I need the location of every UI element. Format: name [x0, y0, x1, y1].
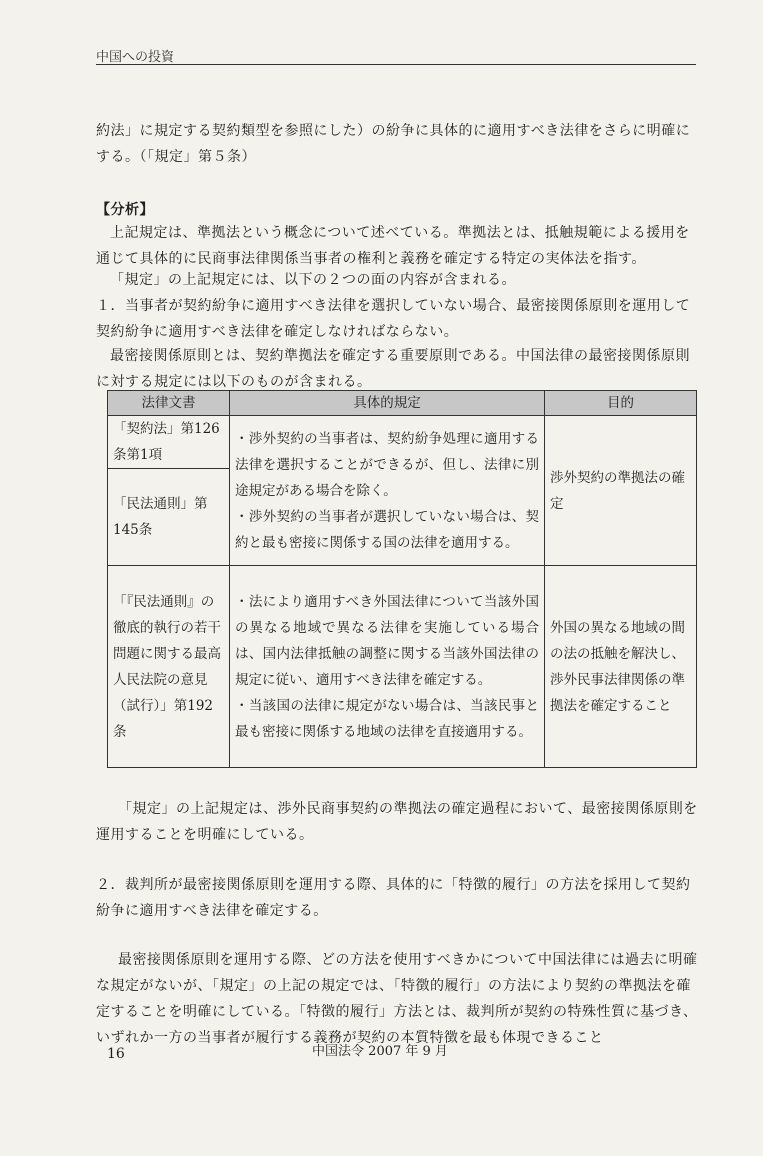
table-cell-purpose-governing-law: 渉外契約の準拠法の確定: [545, 416, 697, 566]
paragraph-continued: 約法」に規定する契約類型を参照にした）の紛争に具体的に適用すべき法律をさらに明確にする。（「規定」第５条）: [96, 123, 691, 165]
table-cell-law-supreme-court-opinion: 「『民法通則』の徹底的執行の若干問題に関する最高人民法院の意見（試行）」第192条: [108, 566, 230, 768]
law-provisions-table: [107, 390, 697, 768]
paragraph-closest-connection: 最密接関係原則とは、契約準拠法を確定する重要原則である。中国法律の最密接関係原則に対する規定には以下のものが含まれる。: [96, 348, 690, 390]
table-row: [108, 416, 697, 469]
table-header-specific-provision: 具体的規定: [230, 391, 545, 416]
rule-item: ・当該国の法律に規定がない場合は、当該民事と最も密接に関係する地域の法律を直接適用する。: [235, 697, 539, 740]
table-cell-law-civil-code: 「民法通則」第145条: [108, 469, 230, 566]
table-cell-purpose-conflict-resolution: 外国の異なる地域の間の法の抵触を解決し、渉外民事法律関係の準拠法を確定すること: [545, 566, 697, 768]
publication-footer: 中国法令 2007 年 9 月: [312, 1044, 448, 1059]
paragraph-characteristic-performance: 最密接関係原則を運用する際、どの方法を使用すべきかについて中国法律には過去に明確な規定がないが、「規定」の上記の規定では、「特徴的履行」の方法により契約の準拠法を確定することを明確にしている。「特徴的履行」方法とは、裁判所が契約の特殊性質に基づき、いずれか一方の当事者が履行する義務が契約の本質特徴を最も体現できること: [96, 952, 698, 1046]
paragraph-clarification: 「規定」の上記規定は、渉外民商事契約の準拠法の確定過程において、最密接関係原則を運用することを明確にしている。: [96, 801, 698, 843]
rule-item: ・法により適用すべき外国法律について当該外国の異なる地域で異なる法律を実施している場合は、国内法律抵触の調整に関する当該外国法律の規定に従い、適用すべき法律を確定する。: [235, 593, 539, 688]
page-number: 16: [107, 1046, 125, 1062]
paragraph-two-aspects: 「規定」の上記規定には、以下の２つの面の内容が含まれる。: [110, 272, 516, 288]
header-title: 中国への投資: [96, 50, 175, 65]
paragraph-governing-law: 上記規定は、準拠法という概念について述べている。準拠法とは、抵触規範による援用を通じて具体的に民商事法律関係当事者の権利と義務を確定する特定の実体法を指す。: [96, 225, 690, 267]
rule-item: ・渉外契約の当事者は、契約紛争処理に適用する法律を選択することができるが、但し、法律に別途規定がある場合を除く。: [235, 430, 539, 499]
analysis-heading: 【分析】: [96, 202, 154, 218]
running-header: [96, 46, 696, 65]
table-header-purpose: 目的: [545, 391, 697, 416]
table-header-law-document: 法律文書: [108, 391, 230, 416]
table-row: [108, 566, 697, 768]
table-cell-rule-foreign-regions: [230, 566, 545, 768]
rule-item: ・渉外契約の当事者が選択していない場合は、契約と最も密接に関係する国の法律を適用する。: [235, 508, 539, 551]
paragraph-point-one: １．当事者が契約紛争に適用すべき法律を選択していない場合、最密接関係原則を運用して契約紛争に適用すべき法律を確定しなければならない。: [96, 298, 691, 340]
paragraph-point-two: ２．裁判所が最密接関係原則を運用する際、具体的に「特徴的履行」の方法を採用して契約紛争に適用すべき法律を確定する。: [96, 877, 691, 919]
table-cell-law-contract-law: 「契約法」第126条第1項: [108, 416, 230, 469]
table-header-row: [108, 391, 697, 416]
table-cell-rule-foreign-contract: [230, 416, 545, 566]
